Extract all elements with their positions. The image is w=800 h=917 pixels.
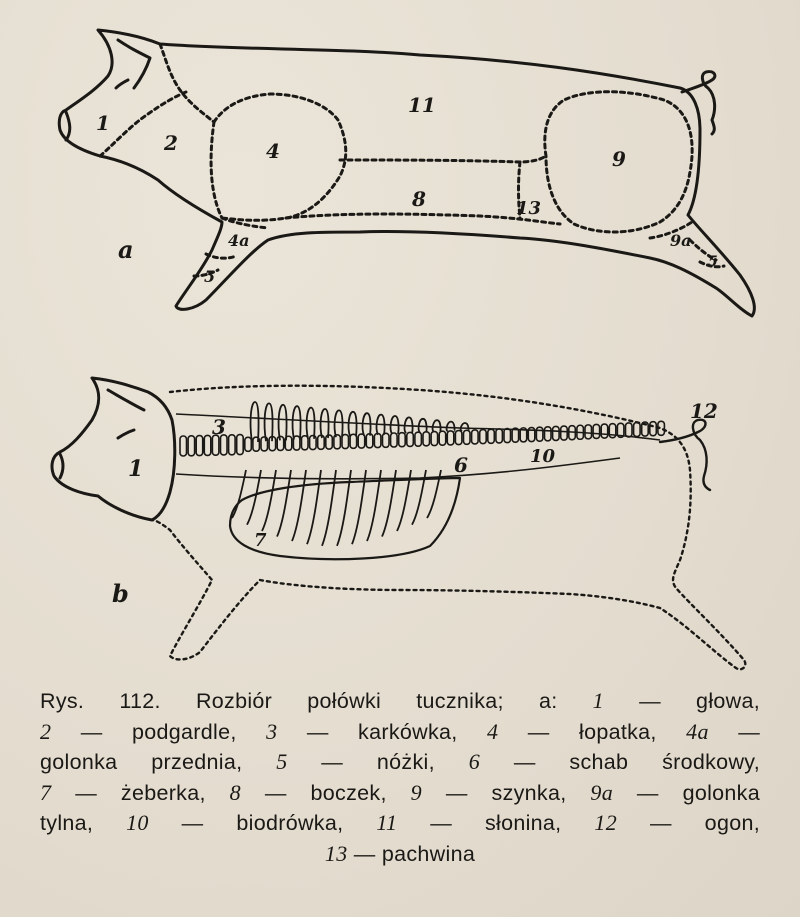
caption-number: 10 — [126, 810, 149, 835]
pig-b-ear — [108, 390, 144, 410]
caption-text: — głowa, — [603, 689, 761, 713]
bone-label-12: 12 — [690, 399, 718, 423]
dorsal-spine — [433, 420, 441, 431]
vertebra — [561, 426, 568, 440]
vertebra — [196, 436, 203, 456]
pig-a-snout — [66, 112, 70, 140]
vertebra — [358, 434, 365, 448]
dorsal-spine — [279, 405, 287, 441]
caption-number: 6 — [468, 749, 481, 774]
bone-label-1: 1 — [128, 456, 144, 482]
rib — [307, 470, 321, 544]
vertebra — [383, 433, 390, 447]
caption-number: 4a — [686, 718, 709, 744]
vertebra — [585, 425, 592, 439]
panel-label-a: a — [118, 235, 134, 264]
dorsal-spine — [447, 422, 455, 431]
caption-text: — schab środkowy, — [480, 750, 760, 774]
pig-a-outline — [59, 30, 754, 316]
caption-line — [40, 747, 760, 778]
caption-text: — podgardle, — [51, 719, 267, 744]
vertebra — [350, 434, 357, 448]
caption-number: 2 — [40, 718, 52, 744]
pig-a — [59, 30, 754, 316]
caption-text: — nóżki, — [287, 750, 469, 774]
caption-text: golonka przednia, — [40, 750, 277, 774]
bone-label-6: 6 — [454, 453, 468, 477]
caption-text: — golonka — [613, 780, 760, 805]
caption-text: — słonina, — [397, 811, 595, 835]
vertebra — [326, 435, 333, 449]
vertebra — [342, 435, 349, 449]
vertebra — [229, 435, 236, 455]
bone-label-7: 7 — [254, 530, 267, 551]
figure-caption — [40, 686, 760, 869]
caption-text: — żeberka, — [51, 780, 230, 805]
vertebra — [180, 436, 187, 456]
caption-number: 4 — [487, 718, 499, 744]
dorsal-spines — [251, 402, 469, 442]
vertebra — [536, 427, 543, 441]
vertebra — [472, 430, 479, 444]
vertebra — [391, 433, 398, 447]
dorsal-spine — [251, 402, 259, 442]
dorsal-spine — [293, 406, 301, 439]
cut-line-jowl-lower — [211, 122, 222, 218]
vertebra — [334, 435, 341, 449]
cut-label-1: 1 — [96, 111, 110, 135]
vertebra — [310, 436, 317, 450]
rib — [277, 470, 291, 537]
pig-a-ear — [118, 40, 150, 88]
bone-label-10: 10 — [530, 446, 556, 467]
vertebra — [366, 434, 373, 448]
caption-text: — biodrówka, — [148, 811, 377, 835]
cut-label-9a: 9a — [670, 231, 692, 250]
vertebra — [496, 429, 503, 443]
vertebra — [480, 430, 487, 444]
dorsal-spine — [461, 423, 469, 430]
vertebra — [415, 432, 422, 446]
vertebra — [593, 424, 600, 438]
vertebra — [188, 436, 195, 456]
dorsal-spine — [349, 412, 357, 437]
panel-label-b: b — [112, 579, 129, 608]
caption-number: 9 — [410, 779, 422, 805]
rib — [292, 470, 306, 541]
pig-b-snout — [60, 454, 63, 478]
vertebra — [431, 432, 438, 446]
caption-number: 5 — [276, 749, 288, 774]
cut-label-13: 13 — [516, 198, 542, 219]
caption-text: — szynka, — [421, 780, 591, 805]
cut-label-4: 4 — [266, 139, 280, 163]
cut-line-belly-top — [340, 156, 546, 162]
cut-line-head — [160, 44, 214, 122]
cut-label-8: 8 — [412, 187, 426, 211]
vertebra — [601, 424, 608, 438]
dorsal-spine — [265, 403, 273, 441]
pig-a-eye — [116, 80, 128, 88]
pig-b-tail — [660, 420, 710, 490]
caption-line — [40, 839, 760, 870]
vertebra — [245, 437, 252, 451]
vertebra — [407, 432, 414, 446]
cut-label-5-front: 5 — [204, 267, 216, 286]
dorsal-spine — [335, 410, 343, 437]
vertebra — [464, 430, 471, 444]
vertebra — [423, 432, 430, 446]
vertebra — [553, 426, 560, 440]
dorsal-spine — [321, 409, 329, 438]
vertebra — [447, 431, 454, 445]
cut-label-5-hind: 5 — [708, 254, 718, 270]
caption-text: — karkówka, — [277, 719, 487, 744]
cut-label-4a: 4a — [228, 231, 250, 250]
caption-number: 12 — [594, 810, 618, 835]
caption-line — [40, 717, 760, 748]
caption-number: 11 — [376, 810, 398, 835]
vertebra — [439, 431, 446, 445]
caption-number: 7 — [40, 779, 52, 805]
dorsal-spine — [307, 408, 315, 439]
caption-text: Rys. 112. Rozbiór połówki tucznika; a: — [40, 689, 593, 713]
caption-line — [40, 686, 760, 717]
vertebra — [504, 429, 511, 443]
caption-text: — łopatka, — [498, 719, 687, 744]
caption-text: — ogon, — [617, 811, 760, 835]
vertebra — [488, 429, 495, 443]
pig-b-eye — [118, 430, 134, 438]
cut-label-2: 2 — [164, 131, 178, 155]
caption-number: 3 — [266, 718, 278, 744]
vertebra — [545, 427, 552, 441]
caption-line — [40, 778, 760, 809]
vertebra — [634, 422, 641, 436]
caption-number: 13 — [324, 840, 348, 866]
vertebra — [204, 435, 211, 455]
vertebra — [650, 422, 657, 436]
caption-text: — boczek, — [240, 780, 411, 805]
caption-text: — pachwina — [347, 841, 476, 866]
caption-number: 8 — [229, 779, 241, 805]
cut-label-9: 9 — [612, 147, 626, 171]
pig-b-head — [52, 378, 175, 520]
cut-label-11: 11 — [408, 93, 436, 117]
vertebra — [455, 431, 462, 445]
caption-line — [40, 808, 760, 839]
bone-label-3: 3 — [212, 415, 226, 439]
caption-number: 1 — [592, 688, 604, 713]
rib — [262, 470, 276, 531]
rib — [322, 470, 336, 546]
pig-b — [52, 378, 745, 669]
caption-text: tylna, — [40, 811, 127, 835]
vertebra — [237, 435, 244, 455]
vertebra — [374, 434, 381, 448]
caption-number: 9a — [590, 779, 613, 805]
caption-text: — — [708, 719, 761, 744]
vertebra — [626, 423, 633, 437]
vertebra — [399, 433, 406, 447]
